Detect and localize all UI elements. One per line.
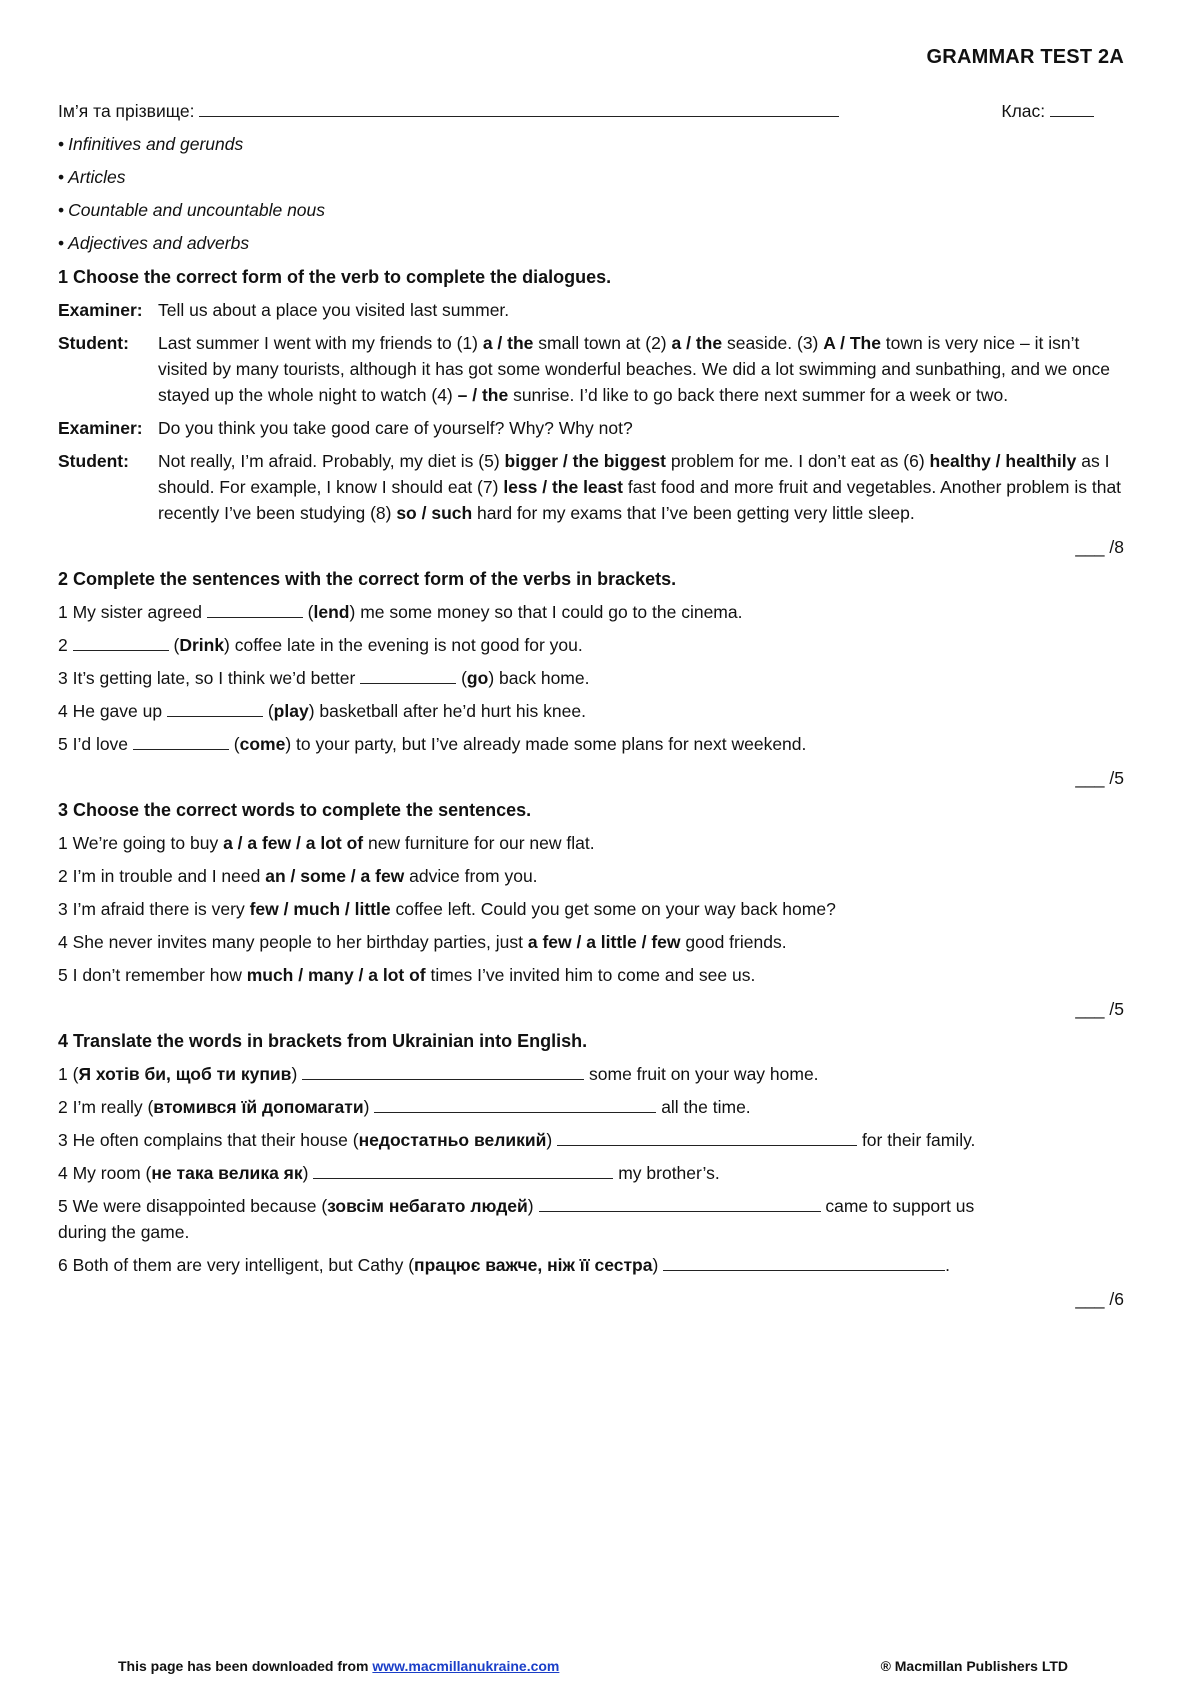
exercise-item: 2 (Drink) coffee late in the evening is not good for you. [58,632,1124,658]
speaker-student: Student: [58,451,129,471]
exercise-item [58,1094,1124,1120]
answer-text: small town at (2) [533,333,672,353]
ukrainian-prompt: Я хотів би, щоб ти купив [78,1064,292,1084]
item-text: 1 My sister agreed [58,602,207,622]
item-text: 3 I’m afraid there is very [58,899,250,919]
footer-source [118,1658,559,1674]
topic-item: • Infinitives and gerunds [58,131,1124,157]
item-text: 1 ( [58,1064,79,1084]
ukrainian-prompt: працює важче, ніж її сестра [414,1255,653,1275]
ukrainian-prompt: зовсім небагато людей [327,1196,528,1216]
item-text: came to support us during the game. [58,1196,975,1242]
answer-blank[interactable] [167,698,263,717]
name-label: Ім’я та прізвище: [58,101,195,121]
answer-blank[interactable] [557,1127,857,1146]
item-text: ) [652,1255,664,1275]
answer-blank[interactable] [539,1193,821,1212]
item-text: 4 She never invites many people to her birthday parties, just [58,932,528,952]
verb-prompt: play [273,701,309,721]
item-text: . [945,1255,951,1275]
page-footer [118,1658,1068,1674]
section2-heading: 2 Complete the sentences with the correct form of the verbs in brackets. [58,569,677,589]
student-answer [158,330,1124,408]
item-text: 2 I’m in trouble and I need [58,866,266,886]
class-blank [1050,98,1094,117]
item-text: good friends. [680,932,787,952]
item-text: basketball after he’d hurt his knee. [314,701,586,721]
item-text: 4 He gave up [58,701,167,721]
choice-option[interactable]: much / many / a lot of [246,965,426,985]
choice-option[interactable]: a / the [482,333,534,353]
item-text: advice from you. [404,866,538,886]
item-text: some fruit on your way home. [584,1064,819,1084]
exercise-item [58,1061,1124,1087]
dialogue-line [58,448,1124,526]
item-text: ) [363,1097,375,1117]
choice-option[interactable]: few / much / little [249,899,391,919]
item-text: ) [291,1064,303,1084]
section1-heading: 1 Choose the correct form of the verb to complete the dialogues. [58,267,612,287]
item-text: 1 We’re going to buy [58,833,224,853]
exercise-item: 4 He gave up (play) basketball after he’d hurt his knee. [58,698,1124,724]
item-text: ) [527,1196,539,1216]
choice-option[interactable]: less / the least [503,477,623,497]
choice-option[interactable]: bigger / the biggest [504,451,666,471]
student-info-row [58,98,1124,124]
choice-option[interactable]: a / the [671,333,723,353]
section4-score: ___ /6 [1075,1289,1124,1309]
answer-text: Last summer I went with my friends to (1) [158,333,483,353]
dialogue-line [58,297,1124,323]
item-text: to your party, but I’ve already made some plans for next weekend. [291,734,807,754]
choice-option[interactable]: healthy / healthily [929,451,1077,471]
answer-text: problem for me. I don’t eat as (6) [665,451,930,471]
item-text: all the time. [656,1097,751,1117]
ukrainian-prompt: не така велика як [151,1163,303,1183]
section3-score: ___ /5 [1075,999,1124,1019]
footer-copyright: ® Macmillan Publishers LTD [880,1658,1068,1674]
exercise-item: 1 My sister agreed (lend) me some money so that I could go to the cinema. [58,599,1124,625]
answer-blank[interactable] [360,665,456,684]
choice-option[interactable]: an / some / a few [265,866,405,886]
item-text: 4 My room ( [58,1163,152,1183]
item-text: new furniture for our new flat. [363,833,595,853]
exercise-item [58,962,1124,988]
answer-text: town is very nice – it isn’t visited by many tourists, although it has got some wonderful beaches. We did a lot swimming and sunbathing, and we once stayed up the whole night to watch (4) [158,333,1111,405]
exercise-item [58,1252,1124,1278]
item-text: 2 I’m really ( [58,1097,154,1117]
answer-text: seaside. (3) [722,333,824,353]
verb-prompt: go [466,668,489,688]
answer-blank[interactable] [207,599,303,618]
speaker-examiner: Examiner: [58,418,143,438]
class-field [1001,98,1094,124]
choice-option[interactable]: a / a few / a lot of [223,833,364,853]
item-text: 3 He often complains that their house ( [58,1130,359,1150]
dialogue-line [58,330,1124,408]
exercise-item: 3 It’s getting late, so I think we’d better (go) back home. [58,665,1124,691]
speaker-examiner: Examiner: [58,300,143,320]
topic-item: • Countable and uncountable nous [58,197,1124,223]
choice-option[interactable]: – / the [457,385,509,405]
exercise-item [58,1160,1124,1186]
answer-blank[interactable] [663,1252,945,1271]
item-text: me some money so that I could go to the cinema. [355,602,743,622]
name-blank [199,98,839,117]
topic-item: • Articles [58,164,1124,190]
section3-heading: 3 Choose the correct words to complete the sentences. [58,800,532,820]
item-text: 6 Both of them are very intelligent, but Cathy ( [58,1255,415,1275]
section1-score: ___ /8 [1075,537,1124,557]
item-text: ) [546,1130,558,1150]
examiner-question: Tell us about a place you visited last summer. [158,300,510,320]
worksheet-content [58,98,1124,1312]
verb-prompt: lend [313,602,350,622]
footer-prefix: This page has been downloaded from [118,1658,373,1674]
answer-text: sunrise. I’d like to go back there next summer for a week or two. [508,385,1009,405]
footer-link[interactable]: www.macmillanukraine.com [372,1658,560,1674]
answer-text: fast food and more fruit and vegetables. Another problem is that recently I’ve been studying (8) [158,477,1122,523]
item-text: my brother’s. [613,1163,720,1183]
answer-blank[interactable] [133,731,229,750]
exercise-item [58,896,1124,922]
verb-prompt: come [239,734,286,754]
choice-option[interactable]: A / The [823,333,881,353]
speaker-student: Student: [58,333,129,353]
section2-score: ___ /5 [1075,768,1124,788]
choice-option[interactable]: a few / a little / few [527,932,681,952]
verb-prompt: Drink [179,635,225,655]
topic-item: • Adjectives and adverbs [58,230,1124,256]
answer-blank[interactable] [73,632,169,651]
item-text: 5 We were disappointed because ( [58,1196,328,1216]
examiner-question: Do you think you take good care of yourself? Why? Why not? [158,418,633,438]
item-text: 5 I don’t remember how [58,965,247,985]
item-text: back home. [494,668,590,688]
choice-option[interactable]: so / such [396,503,473,523]
name-field [58,98,839,124]
class-label: Клас: [1001,101,1046,121]
exercise-item [58,1127,1124,1153]
ukrainian-prompt: втомився їй допомагати [153,1097,364,1117]
answer-text: Not really, I’m afraid. Probably, my diet is (5) [158,451,505,471]
item-text: 5 I’d love [58,734,133,754]
item-text: coffee late in the evening is not good for you. [229,635,583,655]
answer-blank[interactable] [302,1061,584,1080]
exercise-item [58,1193,1124,1245]
ukrainian-prompt: недостатньо великий [358,1130,547,1150]
answer-text: as I should. For example, I know I should eat (7) [158,451,1110,497]
item-text: coffee left. Could you get some on your way back home? [390,899,836,919]
answer-blank[interactable] [313,1160,613,1179]
exercise-item [58,863,1124,889]
exercise-item [58,830,1124,856]
page-title: GRAMMAR TEST 2A [926,46,1124,68]
answer-text: hard for my exams that I’ve been getting very little sleep. [472,503,915,523]
item-text: for their family. [857,1130,976,1150]
item-text: 3 It’s getting late, so I think we’d better [58,668,361,688]
exercise-item: 5 I’d love (come) to your party, but I’ve already made some plans for next weekend. [58,731,1124,757]
item-text: times I’ve invited him to come and see us. [425,965,756,985]
answer-blank[interactable] [374,1094,656,1113]
item-text: ) [302,1163,314,1183]
dialogue-line [58,415,1124,441]
item-text: 2 [58,635,73,655]
student-answer [158,448,1124,526]
exercise-item [58,929,1124,955]
section4-heading: 4 Translate the words in brackets from Ukrainian into English. [58,1031,588,1051]
